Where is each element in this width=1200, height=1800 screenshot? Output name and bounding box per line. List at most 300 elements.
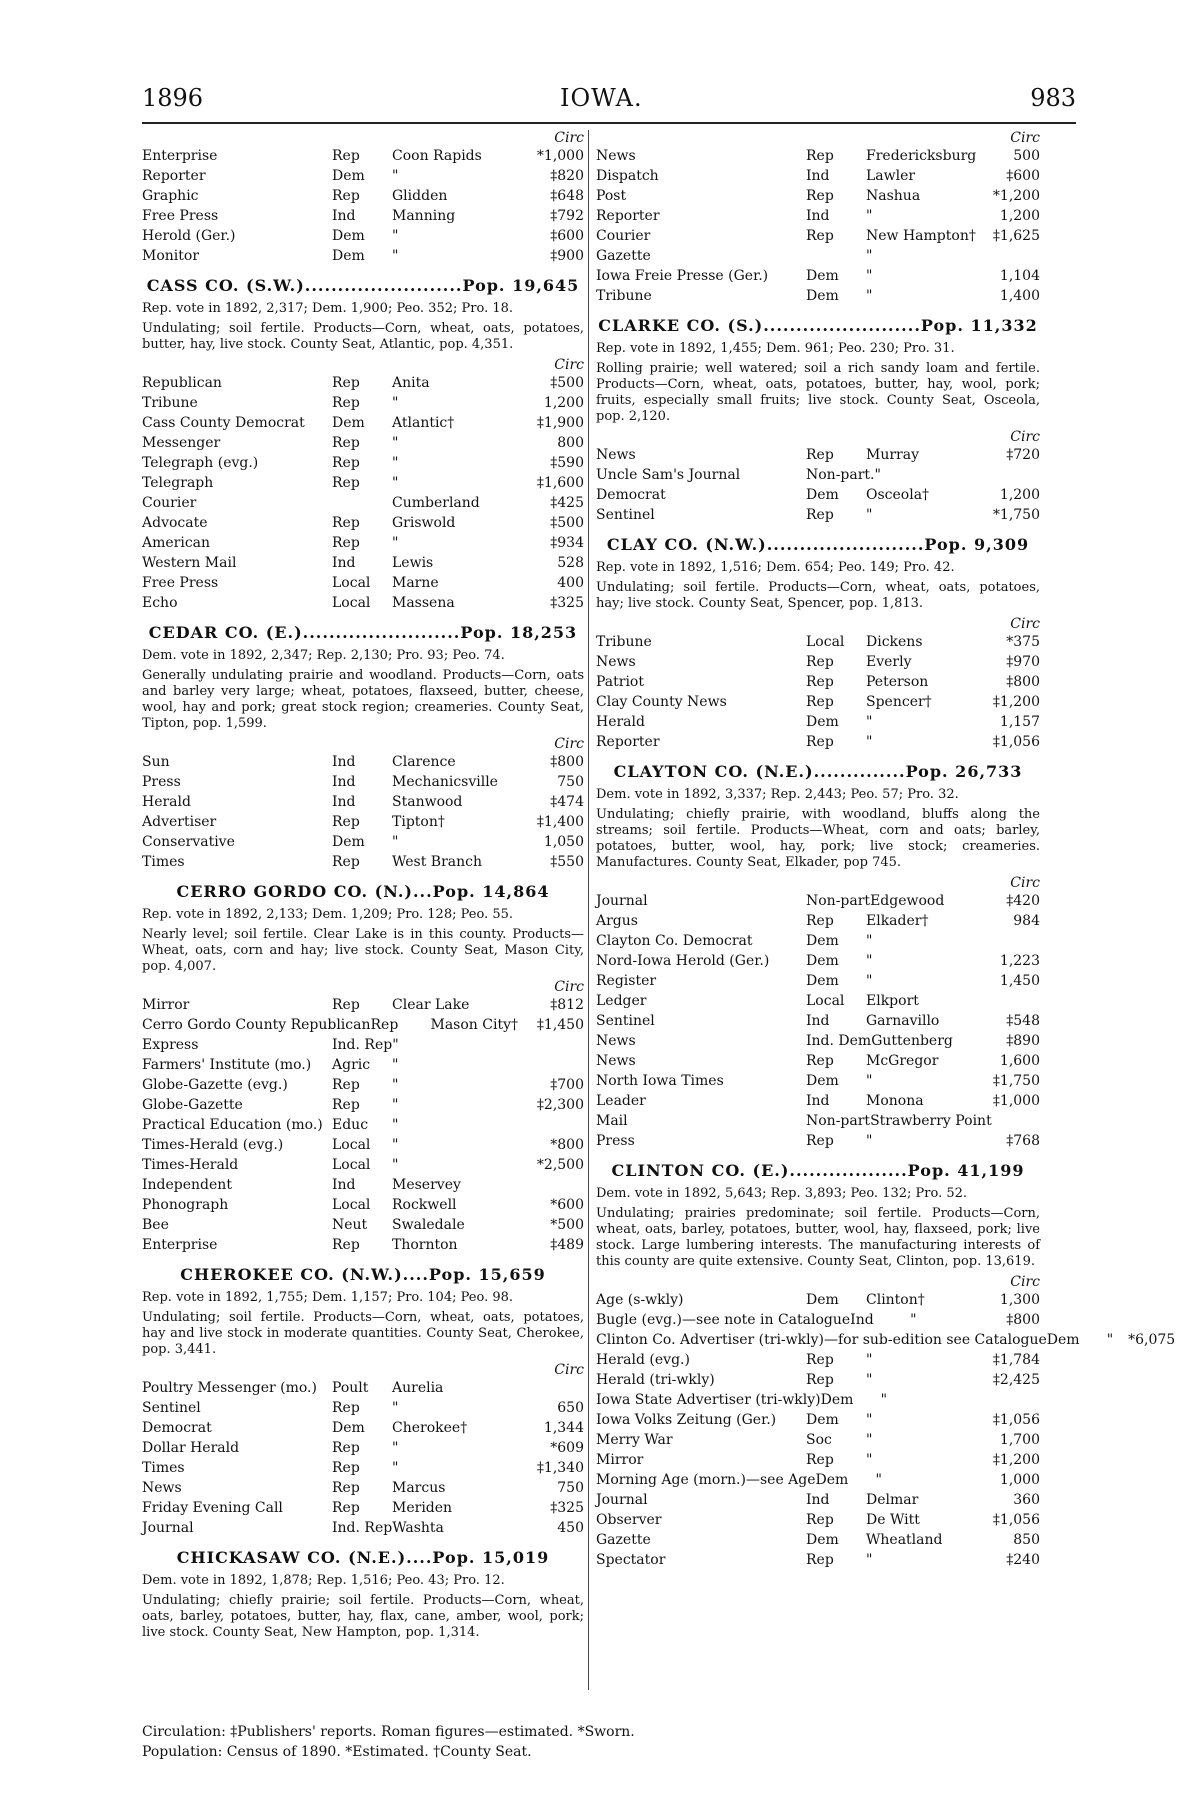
newspaper-name: Mirror	[596, 1452, 644, 1468]
newspaper-town: "	[392, 1097, 399, 1113]
newspaper-circulation: 750	[557, 774, 584, 790]
newspaper-town: "	[866, 1352, 873, 1368]
newspaper-politics: Ind	[332, 754, 356, 770]
newspaper-politics: Rep	[806, 654, 834, 670]
newspaper-circulation: ‡768	[1006, 1133, 1040, 1149]
newspaper-entry	[596, 445, 1040, 465]
newspaper-name: Tribune	[596, 634, 652, 650]
newspaper-circulation: ‡425	[550, 495, 584, 511]
newspaper-entry	[596, 991, 1040, 1011]
newspaper-entry	[596, 286, 1040, 306]
newspaper-circulation: ‡474	[550, 794, 584, 810]
newspaper-town: New Hampton†	[866, 228, 976, 244]
newspaper-circulation: ‡900	[550, 248, 584, 264]
newspaper-town: "	[392, 1037, 399, 1053]
newspaper-circulation: 360	[1013, 1492, 1040, 1508]
newspaper-politics: Rep	[806, 507, 834, 523]
newspaper-town: Guttenberg	[871, 1033, 953, 1049]
newspaper-name: Express	[142, 1037, 199, 1053]
newspaper-politics: Ind. Rep	[332, 1037, 393, 1053]
county-heading: CLAY CO. (N.W.)........................Pop. 9,309	[606, 535, 1030, 554]
newspaper-entry	[142, 792, 584, 812]
newspaper-politics: Rep	[332, 475, 360, 491]
newspaper-entry	[142, 1155, 584, 1175]
newspaper-circulation: ‡800	[1006, 1312, 1040, 1328]
newspaper-town: "	[866, 248, 873, 264]
newspaper-entry	[142, 186, 584, 206]
county-heading: CEDAR CO. (E.)........................Pop. 18,253	[148, 623, 578, 642]
newspaper-town: "	[392, 455, 399, 471]
newspaper-politics: Rep	[332, 1237, 360, 1253]
county-description: Undulating; chiefly prairie; soil fertile. Products—Corn, wheat, oats, barley, potatoes, butter, hay, flax, cane, amber, wool, pork; live stock. County Seat, New Hampton, pop. 1,314.	[142, 1593, 584, 1640]
newspaper-entry	[596, 485, 1040, 505]
newspaper-town: "	[392, 1057, 399, 1073]
newspaper-politics: Ind. Rep	[332, 1520, 393, 1536]
newspaper-politics: Local	[332, 595, 371, 611]
newspaper-name: Clinton Co. Advertiser (tri-wkly)—for sub-edition see Catalogue	[596, 1332, 1047, 1348]
newspaper-circulation: ‡1,056	[992, 1512, 1040, 1528]
newspaper-town: Mason City†	[430, 1017, 518, 1033]
newspaper-town: Lewis	[392, 555, 434, 571]
newspaper-town: "	[866, 933, 873, 949]
newspaper-politics: Dem	[806, 1073, 839, 1089]
newspaper-politics: Rep	[332, 1077, 360, 1093]
newspaper-entry	[596, 1290, 1040, 1310]
newspaper-town: "	[392, 1137, 399, 1153]
newspaper-politics: Dem	[815, 1472, 849, 1488]
newspaper-entry	[142, 573, 584, 593]
newspaper-circulation: ‡812	[550, 997, 584, 1013]
newspaper-name: Bugle (evg.)—see note in Catalogue	[596, 1312, 851, 1328]
newspaper-entry	[142, 246, 584, 266]
newspaper-circulation: ‡890	[1006, 1033, 1040, 1049]
newspaper-circulation: ‡500	[550, 515, 584, 531]
newspaper-name: Patriot	[596, 674, 644, 690]
newspaper-name: Uncle Sam's Journal	[596, 467, 741, 483]
newspaper-politics: Rep	[370, 1017, 399, 1033]
newspaper-entry	[596, 146, 1040, 166]
newspaper-name: Press	[142, 774, 181, 790]
newspaper-name: Poultry Messenger (mo.)	[142, 1380, 317, 1396]
newspaper-entry	[142, 772, 584, 792]
newspaper-name: Herald (tri-wkly)	[596, 1372, 715, 1388]
newspaper-name: Free Press	[142, 575, 219, 591]
newspaper-circulation: 850	[1013, 1532, 1040, 1548]
newspaper-politics: Dem	[332, 168, 365, 184]
circulation-column-heading: Circ	[554, 736, 584, 752]
newspaper-name: Sentinel	[596, 1013, 655, 1029]
county-heading: CHEROKEE CO. (N.W.)....Pop. 15,659	[180, 1265, 546, 1284]
newspaper-town: Cumberland	[392, 495, 480, 511]
newspaper-politics: Rep	[332, 455, 360, 471]
newspaper-circulation: ‡1,400	[536, 814, 584, 830]
newspaper-town: Rockwell	[392, 1197, 457, 1213]
county-description: Undulating; soil fertile. Products—Corn, wheat, oats, potatoes, butter, hay, live stock. County Seat, Atlantic, pop. 4,351.	[142, 321, 584, 352]
newspaper-name: Farmers' Institute (mo.)	[142, 1057, 312, 1073]
newspaper-town: "	[866, 268, 873, 284]
newspaper-town: "	[392, 248, 399, 264]
newspaper-town: West Branch	[392, 854, 482, 870]
newspaper-town: "	[866, 714, 873, 730]
newspaper-name: Times	[142, 1460, 185, 1476]
county-description: Dem. vote in 1892, 1,878; Rep. 1,516; Peo. 43; Pro. 12.	[142, 1573, 505, 1588]
newspaper-name: Enterprise	[142, 148, 218, 164]
newspaper-politics: Non-part	[806, 1113, 871, 1129]
newspaper-politics: Dem	[806, 1532, 839, 1548]
newspaper-politics: Ind	[332, 794, 356, 810]
newspaper-name: Herold (Ger.)	[142, 228, 236, 244]
newspaper-politics: Rep	[332, 188, 360, 204]
newspaper-entry	[142, 1518, 584, 1538]
newspaper-name: Phonograph	[142, 1197, 229, 1213]
newspaper-politics: Dem	[806, 933, 839, 949]
newspaper-town: "	[874, 467, 881, 483]
newspaper-politics: Dem	[820, 1392, 854, 1408]
newspaper-town: Massena	[392, 595, 455, 611]
newspaper-entry	[142, 1195, 584, 1215]
newspaper-town: "	[392, 1117, 399, 1133]
newspaper-town: Washta	[392, 1520, 444, 1536]
newspaper-entry	[142, 752, 584, 772]
newspaper-name: News	[596, 447, 636, 463]
newspaper-town: "	[866, 208, 873, 224]
newspaper-town: Tipton†	[392, 814, 445, 830]
newspaper-circulation: ‡1,340	[536, 1460, 584, 1476]
footnote-circulation: Circulation: ‡Publishers' reports. Roman figures—estimated. *Sworn.	[142, 1724, 635, 1740]
newspaper-politics: Dem	[806, 1412, 839, 1428]
newspaper-circulation: ‡325	[550, 595, 584, 611]
newspaper-entry	[142, 1075, 584, 1095]
newspaper-politics: Ind	[332, 208, 356, 224]
newspaper-politics: Rep	[806, 228, 834, 244]
newspaper-name: News	[596, 1053, 636, 1069]
newspaper-entry	[596, 1510, 1040, 1530]
newspaper-name: Leader	[596, 1093, 646, 1109]
newspaper-entry	[142, 1498, 584, 1518]
newspaper-politics: Rep	[332, 854, 360, 870]
newspaper-entry	[596, 1011, 1040, 1031]
newspaper-town: "	[1106, 1332, 1114, 1348]
newspaper-name: Echo	[142, 595, 178, 611]
newspaper-politics: Poult	[332, 1380, 369, 1396]
newspaper-town: Peterson	[866, 674, 929, 690]
newspaper-entry	[142, 1458, 584, 1478]
newspaper-entry	[596, 732, 1040, 752]
newspaper-name: Monitor	[142, 248, 200, 264]
newspaper-circulation: 528	[557, 555, 584, 571]
newspaper-entry	[596, 1410, 1040, 1430]
circulation-column-heading: Circ	[554, 130, 584, 146]
newspaper-name: Globe-Gazette	[142, 1097, 243, 1113]
newspaper-politics: Rep	[806, 1372, 834, 1388]
newspaper-entry	[142, 1235, 584, 1255]
newspaper-entry	[142, 1035, 584, 1055]
newspaper-town: Clear Lake	[392, 997, 470, 1013]
newspaper-politics: Non-part	[806, 893, 871, 909]
newspaper-circulation: 800	[557, 435, 584, 451]
newspaper-politics: Dem	[332, 415, 365, 431]
newspaper-circulation: ‡548	[1006, 1013, 1040, 1029]
newspaper-politics: Dem	[806, 487, 839, 503]
newspaper-name: Observer	[596, 1512, 662, 1528]
newspaper-name: Spectator	[596, 1552, 666, 1568]
newspaper-politics: Rep	[806, 1352, 834, 1368]
county-description: Nearly level; soil fertile. Clear Lake is in this county. Products—Wheat, oats, corn and hay; live stock. County Seat, Mason City, pop. 4,007.	[142, 927, 584, 974]
newspaper-name: Herald	[596, 714, 645, 730]
newspaper-town: "	[392, 168, 399, 184]
newspaper-town: Meriden	[392, 1500, 453, 1516]
newspaper-circulation: *6,075	[1128, 1332, 1176, 1348]
header-year: 1896	[142, 84, 204, 112]
newspaper-name: Sentinel	[142, 1400, 201, 1416]
newspaper-town: Coon Rapids	[392, 148, 482, 164]
newspaper-town: Garnavillo	[866, 1013, 940, 1029]
newspaper-name: Conservative	[142, 834, 235, 850]
newspaper-entry	[142, 493, 584, 513]
newspaper-circulation: ‡800	[550, 754, 584, 770]
newspaper-town: "	[866, 1372, 873, 1388]
county-description: Dem. vote in 1892, 2,347; Rep. 2,130; Pro. 93; Peo. 74.	[142, 648, 505, 663]
newspaper-town: "	[875, 1472, 882, 1488]
newspaper-name: Enterprise	[142, 1237, 218, 1253]
newspaper-name: Graphic	[142, 188, 199, 204]
newspaper-entry	[142, 226, 584, 246]
newspaper-entry	[142, 1378, 584, 1398]
newspaper-politics: Rep	[332, 1480, 360, 1496]
county-heading: CLARKE CO. (S.)........................Pop. 11,332	[598, 316, 1038, 335]
newspaper-entry	[596, 692, 1040, 712]
newspaper-politics: Ind. Dem	[806, 1033, 872, 1049]
newspaper-entry	[142, 533, 584, 553]
newspaper-circulation: ‡970	[1006, 654, 1040, 670]
county-description: Dem. vote in 1892, 5,643; Rep. 3,893; Peo. 132; Pro. 52.	[596, 1186, 968, 1201]
newspaper-circulation: 500	[1013, 148, 1040, 164]
newspaper-circulation: ‡325	[550, 1500, 584, 1516]
newspaper-entry	[142, 1135, 584, 1155]
newspaper-entry	[596, 186, 1040, 206]
newspaper-town: Atlantic†	[392, 415, 455, 431]
newspaper-entry	[142, 1115, 584, 1135]
newspaper-circulation: ‡1,200	[992, 694, 1040, 710]
newspaper-entry	[142, 995, 584, 1015]
circulation-column-heading: Circ	[1010, 130, 1040, 146]
newspaper-circulation: *600	[550, 1197, 584, 1213]
newspaper-name: Merry War	[596, 1432, 673, 1448]
newspaper-entry	[596, 246, 1040, 266]
newspaper-entry	[142, 206, 584, 226]
newspaper-name: Cass County Democrat	[142, 415, 305, 431]
newspaper-entry	[596, 1530, 1040, 1550]
newspaper-town: Anita	[392, 375, 430, 391]
newspaper-name: Dollar Herald	[142, 1440, 240, 1456]
newspaper-entry	[596, 672, 1040, 692]
newspaper-entry	[596, 1490, 1040, 1510]
newspaper-name: Ledger	[596, 993, 647, 1009]
newspaper-circulation: 1,050	[543, 834, 584, 850]
newspaper-town: "	[866, 1133, 873, 1149]
newspaper-entry	[596, 206, 1040, 226]
page-header	[142, 84, 1076, 120]
newspaper-entry	[596, 911, 1040, 931]
newspaper-politics: Dem	[806, 973, 839, 989]
newspaper-name: News	[142, 1480, 182, 1496]
newspaper-politics: Ind	[806, 1492, 830, 1508]
newspaper-town: "	[392, 395, 399, 411]
newspaper-politics: Rep	[806, 1512, 834, 1528]
newspaper-entry	[142, 832, 584, 852]
newspaper-town: Elkader†	[866, 913, 929, 929]
newspaper-entry	[596, 166, 1040, 186]
newspaper-politics: Rep	[332, 435, 360, 451]
newspaper-politics: Rep	[332, 997, 360, 1013]
newspaper-circulation: ‡500	[550, 375, 584, 391]
newspaper-name: Courier	[142, 495, 197, 511]
newspaper-politics: Ind	[332, 1177, 356, 1193]
newspaper-politics: Rep	[806, 447, 834, 463]
newspaper-entry	[596, 226, 1040, 246]
newspaper-politics: Rep	[332, 1097, 360, 1113]
newspaper-entry	[142, 812, 584, 832]
county-heading: CLINTON CO. (E.)..................Pop. 41,199	[611, 1161, 1025, 1180]
newspaper-entry	[596, 712, 1040, 732]
newspaper-entry	[142, 1418, 584, 1438]
newspaper-politics: Rep	[332, 375, 360, 391]
newspaper-name: Dispatch	[596, 168, 659, 184]
newspaper-entry	[142, 166, 584, 186]
newspaper-name: Tribune	[142, 395, 198, 411]
newspaper-circulation: ‡1,900	[536, 415, 584, 431]
newspaper-entry	[596, 1470, 1040, 1490]
newspaper-name: Democrat	[596, 487, 666, 503]
newspaper-entry	[596, 652, 1040, 672]
right-column	[596, 130, 1176, 1570]
newspaper-circulation: ‡550	[550, 854, 584, 870]
newspaper-town: "	[392, 1400, 399, 1416]
newspaper-entry	[142, 852, 584, 872]
newspaper-name: Times	[142, 854, 185, 870]
newspaper-name: American	[142, 535, 211, 551]
newspaper-name: Cerro Gordo County Republican	[142, 1017, 371, 1033]
newspaper-politics: Soc	[806, 1432, 832, 1448]
newspaper-entry	[596, 266, 1040, 286]
left-column	[142, 130, 584, 1645]
newspaper-town: "	[866, 734, 873, 750]
newspaper-name: Morning Age (morn.)—see Age	[596, 1472, 816, 1488]
newspaper-town: "	[392, 435, 399, 451]
newspaper-name: Journal	[596, 1492, 648, 1508]
newspaper-politics: Rep	[806, 694, 834, 710]
newspaper-town: "	[392, 1077, 399, 1093]
newspaper-town: Nashua	[866, 188, 921, 204]
newspaper-circulation: 984	[1013, 913, 1040, 929]
newspaper-town: De Witt	[866, 1512, 920, 1528]
newspaper-entry	[142, 1438, 584, 1458]
circulation-column-heading: Circ	[1010, 1274, 1040, 1290]
newspaper-town: Cherokee†	[392, 1420, 468, 1436]
newspaper-entry	[596, 971, 1040, 991]
newspaper-name: News	[596, 1033, 636, 1049]
newspaper-politics: Educ	[332, 1117, 369, 1133]
header-page-number: 983	[1030, 84, 1076, 112]
county-description: Undulating; chiefly prairie, with woodland, bluffs along the streams; soil fertile. Products—Wheat, corn and oats; barley, potatoes, butter, wool, hay, pork; live stock; creameries. Manufactures. County Seat, Elkader, pop 745.	[596, 807, 1040, 870]
county-heading: CASS CO. (S.W.)........................Pop. 19,645	[146, 276, 580, 295]
newspaper-politics: Rep	[806, 1452, 834, 1468]
newspaper-town: Everly	[866, 654, 912, 670]
newspaper-name: Reporter	[596, 208, 660, 224]
newspaper-name: Herald	[142, 794, 191, 810]
newspaper-circulation: ‡1,600	[536, 475, 584, 491]
newspaper-politics: Rep	[332, 148, 360, 164]
newspaper-circulation: 650	[557, 1400, 584, 1416]
newspaper-politics: Dem	[332, 228, 365, 244]
newspaper-name: Advocate	[142, 515, 208, 531]
newspaper-politics: Rep	[806, 1552, 834, 1568]
footnotes	[142, 1722, 1076, 1762]
newspaper-entry	[596, 951, 1040, 971]
county-description: Rep. vote in 1892, 1,755; Dem. 1,157; Pro. 104; Peo. 98.	[142, 1290, 514, 1305]
circulation-column-heading: Circ	[554, 357, 584, 373]
newspaper-town: Marcus	[392, 1480, 446, 1496]
newspaper-town: "	[866, 1073, 873, 1089]
newspaper-town: Swaledale	[392, 1217, 465, 1233]
newspaper-politics: Dem	[332, 248, 365, 264]
newspaper-town: Clinton†	[866, 1292, 925, 1308]
newspaper-circulation: 1,157	[999, 714, 1040, 730]
newspaper-circulation: ‡2,425	[992, 1372, 1040, 1388]
newspaper-entry	[596, 1131, 1040, 1151]
newspaper-circulation: ‡600	[550, 228, 584, 244]
newspaper-name: Free Press	[142, 208, 219, 224]
circulation-column-heading: Circ	[1010, 875, 1040, 891]
newspaper-politics: Ind	[806, 208, 830, 224]
newspaper-circulation: ‡800	[1006, 674, 1040, 690]
newspaper-circulation: *1,000	[536, 148, 584, 164]
newspaper-town: Manning	[392, 208, 456, 224]
newspaper-entry	[142, 593, 584, 613]
newspaper-politics: Dem	[332, 834, 365, 850]
newspaper-name: Mail	[596, 1113, 628, 1129]
newspaper-town: Murray	[866, 447, 919, 463]
newspaper-entry	[596, 1450, 1040, 1470]
newspaper-politics: Ind	[332, 555, 356, 571]
newspaper-name: Courier	[596, 228, 651, 244]
newspaper-town: "	[392, 834, 399, 850]
newspaper-entry	[142, 1055, 584, 1075]
newspaper-name: Iowa Freie Presse (Ger.)	[596, 268, 769, 284]
newspaper-politics: Rep	[332, 395, 360, 411]
newspaper-name: Republican	[142, 375, 222, 391]
newspaper-town: "	[392, 535, 399, 551]
newspaper-politics: Rep	[806, 734, 834, 750]
newspaper-entry	[596, 1330, 1176, 1350]
newspaper-circulation: 1,000	[999, 1472, 1040, 1488]
newspaper-town: "	[866, 1452, 873, 1468]
newspaper-circulation: ‡1,625	[992, 228, 1040, 244]
newspaper-town: "	[392, 475, 399, 491]
newspaper-entry	[142, 413, 584, 433]
newspaper-name: Gazette	[596, 1532, 651, 1548]
newspaper-circulation: 1,344	[543, 1420, 584, 1436]
newspaper-politics: Non-part.	[806, 467, 875, 483]
newspaper-entry	[142, 1398, 584, 1418]
circulation-column-heading: Circ	[1010, 616, 1040, 632]
newspaper-entry	[142, 393, 584, 413]
newspaper-politics: Local	[332, 575, 371, 591]
newspaper-circulation: 1,600	[999, 1053, 1040, 1069]
newspaper-town: Delmar	[866, 1492, 919, 1508]
newspaper-circulation: *500	[550, 1217, 584, 1233]
newspaper-town: "	[866, 507, 873, 523]
